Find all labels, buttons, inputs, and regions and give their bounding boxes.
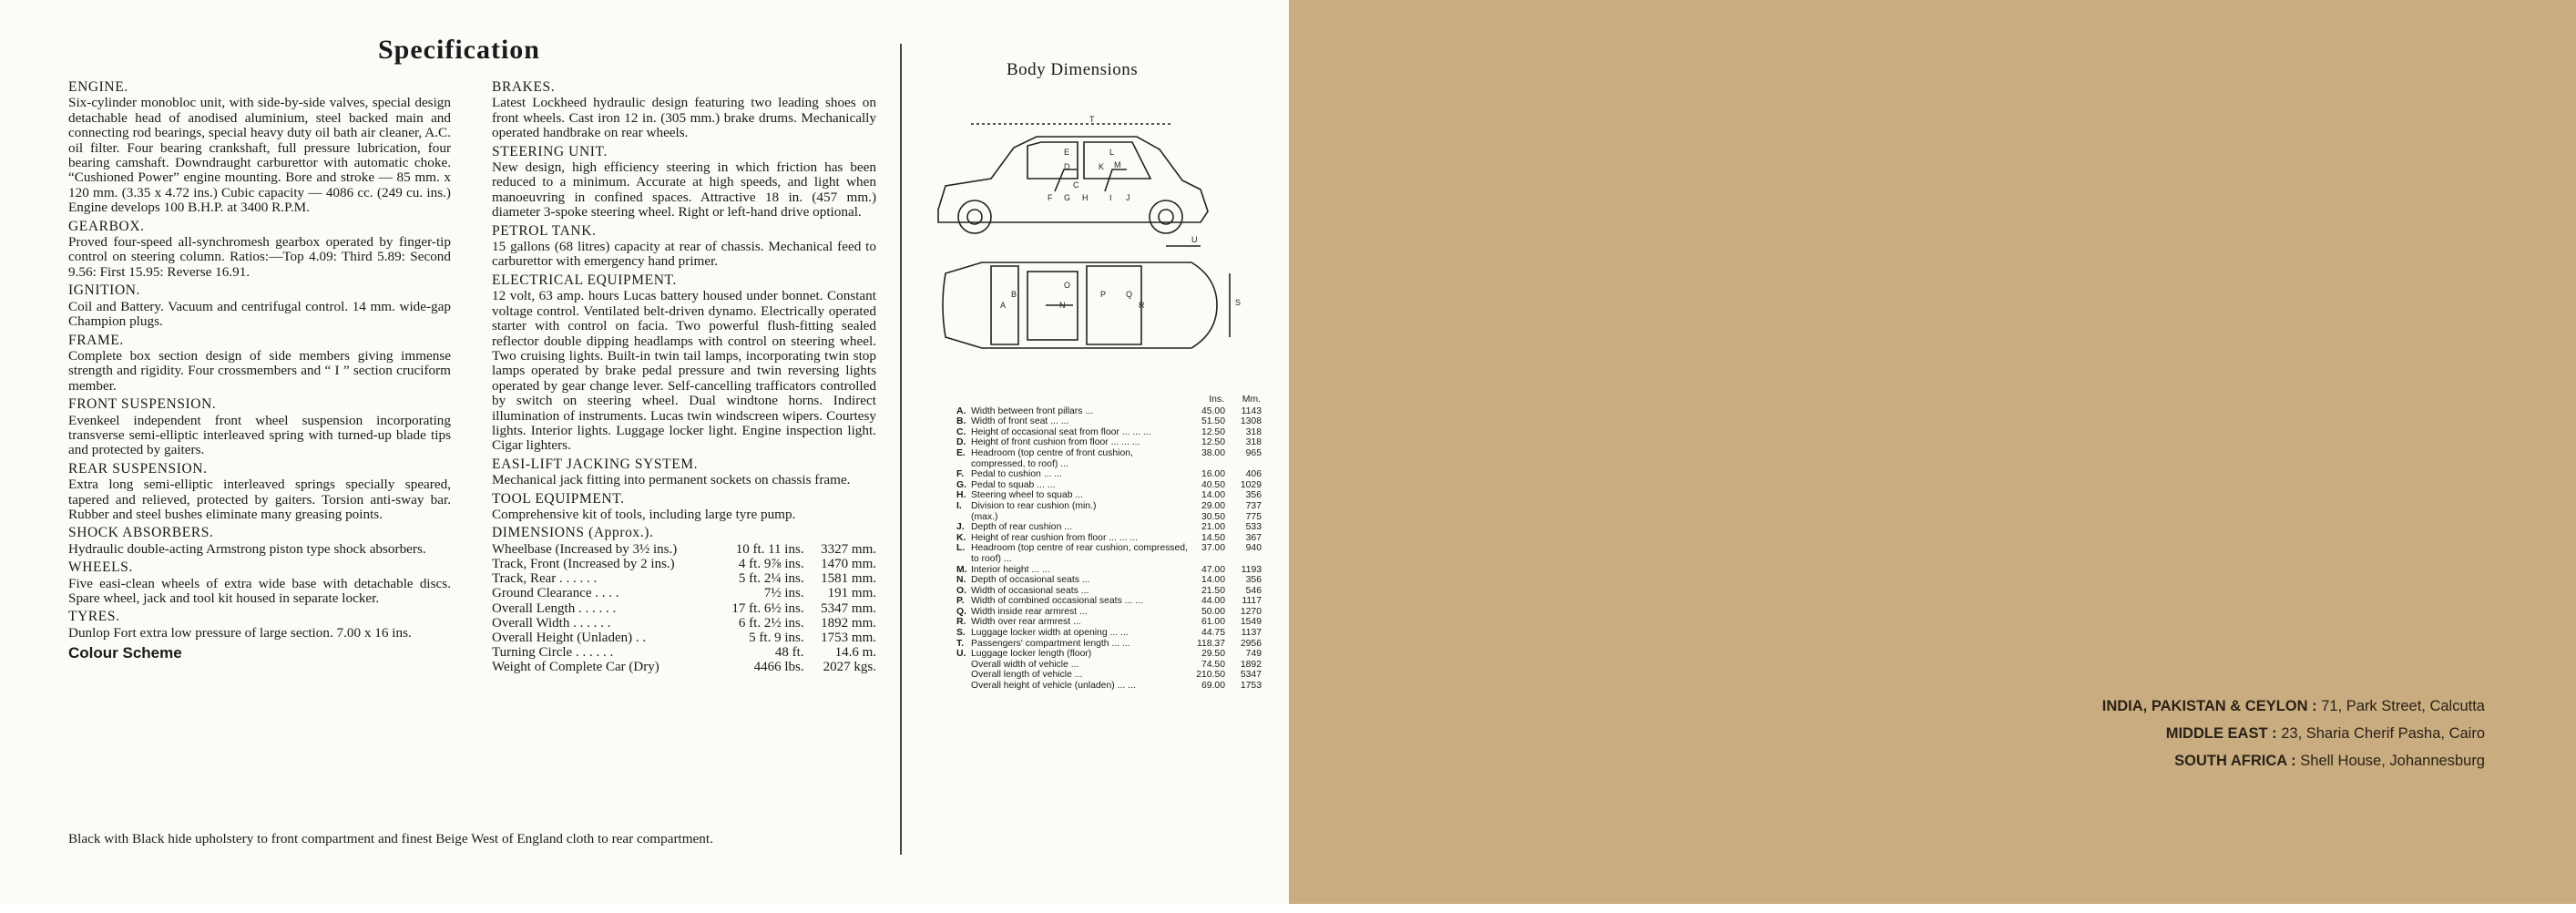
spec-section-text: Extra long semi-elliptic interleaved springs specially speared, tapered and relieved, protected by gaiters. Torsion anti-sway bar. Rubber and steel bushes eliminate many greasing points. [68, 477, 451, 522]
spec-section-text: Latest Lockheed hydraulic design featuring two leading shoes on front wheels. Cast iron 12 in. (305 mm.) brake drums. Mechanically operated handbrake on rear wheels. [492, 95, 876, 141]
body-dimension-k: M. [956, 564, 967, 575]
spec-section [492, 457, 876, 488]
diagram-letter: Q [1126, 290, 1133, 299]
spec-section-heading: FRONT SUSPENSION. [68, 396, 217, 413]
body-dimension-ins: 30.50 [1201, 511, 1225, 522]
body-dimension-mm: 546 [1245, 585, 1262, 596]
body-dimension-ins: 14.00 [1201, 575, 1225, 586]
body-dimension-k: C. [956, 426, 966, 437]
dimension-imp: 5 ft. 9 ins. [749, 631, 804, 645]
dimension-imp: 4466 lbs. [753, 660, 804, 675]
body-dimension-mm: 737 [1245, 500, 1262, 511]
body-dimension-mm: 1270 [1240, 606, 1262, 617]
body-dimension-mm: 749 [1245, 649, 1262, 660]
body-dimension-label: Height of occasional seat from floor ... ... ... [971, 426, 1151, 437]
table-row [956, 660, 1262, 671]
diagram-letter: R [1139, 301, 1145, 310]
body-dimension-label: Width inside rear armrest ... [971, 606, 1088, 617]
table-row [956, 681, 1262, 692]
spec-section-text: Mechanical jack fitting into permanent sockets on chassis frame. [492, 472, 851, 488]
table-row [956, 596, 1262, 607]
body-dimension-k: E. [956, 447, 966, 458]
body-dimension-ins: 44.00 [1201, 596, 1225, 607]
table-row [956, 501, 1262, 512]
spec-section [492, 492, 876, 523]
body-dimension-ins: 14.00 [1201, 490, 1225, 501]
body-dimension-k: R. [956, 617, 966, 628]
body-dimension-label: (max.) [971, 511, 998, 522]
diagram-labels [927, 109, 1264, 383]
body-dimension-label: Width of occasional seats ... [971, 585, 1089, 596]
body-dimension-label: Width between front pillars ... [971, 405, 1093, 416]
spec-section [492, 80, 876, 141]
body-dimension-ins: 210.50 [1196, 670, 1225, 681]
body-dimension-ins: 37.00 [1201, 543, 1225, 554]
body-dimension-k: P. [956, 596, 965, 607]
spec-section-text: Evenkeel independent front wheel suspension incorporating transverse semi-elliptic interleaved spring with turned-up blade tips and protected by gaiters. [68, 412, 451, 458]
body-dimension-mm: 367 [1245, 532, 1262, 543]
table-row [956, 490, 1262, 501]
body-dimension-k: D. [956, 437, 966, 448]
diagram-letter: M [1114, 160, 1121, 169]
body-dimension-ins: 29.00 [1201, 500, 1225, 511]
body-dimension-ins: 21.50 [1201, 585, 1225, 596]
diagram-letter: I [1109, 193, 1112, 202]
body-dimension-label: Headroom (top centre of rear cushion, compressed, to roof) ... [971, 543, 1188, 564]
body-dimension-mm: 1753 [1240, 681, 1262, 692]
body-dimension-ins: 12.50 [1201, 426, 1225, 437]
body-dimension-k: B. [956, 416, 966, 427]
diagram-letter: G [1064, 193, 1071, 202]
body-dimension-k [956, 660, 971, 671]
spec-section-heading: IGNITION. [68, 282, 141, 299]
table-row [956, 617, 1262, 628]
body-dimension-mm: 1117 [1242, 596, 1262, 607]
dimension-label: Overall Width . . . . . . [492, 615, 611, 631]
body-dimension-mm: 1892 [1240, 659, 1262, 670]
spec-section [68, 333, 451, 395]
table-row [956, 670, 1262, 681]
body-dimension-mm: 318 [1245, 437, 1262, 448]
spec-section-heading: TYRES. [68, 609, 120, 625]
spec-section-text: Six-cylinder monobloc unit, with side-by-side valves, special design detachable head of anodised aluminium, steel backed main and connecting rod bearings, special heavy duty oil bath air cleaner, A.C. oil filter. Four bearing crankshaft, full pressure lubrication, four bearing camshaft. Downdraught carburettor with automatic choke. “Cushioned Power” engine mounting. Bore and stroke — 85 mm. x 120 mm. (3.35 x 4.72 ins.) Cubic capacity — 4086 cc. (249 cu. ins.) Engine develops 100 B.H.P. at 3400 R.P.M. [68, 95, 451, 216]
colour-scheme-heading: Colour Scheme [68, 644, 182, 662]
body-dimension-mm: 1549 [1240, 617, 1262, 628]
spec-section-heading: ENGINE. [68, 79, 128, 95]
body-dimension-label: Luggage locker width at opening ... ... [971, 628, 1129, 639]
table-row [956, 427, 1262, 438]
body-dimension-label: Division to rear cushion (min.) [971, 500, 1097, 511]
body-dimension-ins: 29.50 [1201, 649, 1225, 660]
body-dimension-mm: 1137 [1241, 628, 1262, 639]
table-row [956, 543, 1262, 564]
body-dimension-label: Height of front cushion from floor ... ... ... [971, 437, 1140, 448]
spec-section [492, 145, 876, 221]
diagram-letter: D [1064, 162, 1070, 171]
diagram-letter: P [1100, 290, 1107, 299]
table-row [956, 533, 1262, 544]
body-dimension-k: J. [956, 522, 965, 533]
dimension-met: 191 mm. [827, 586, 876, 601]
diagram-letter: E [1064, 148, 1070, 157]
spec-section-heading: WHEELS. [68, 559, 133, 576]
body-dimension-ins: 47.00 [1201, 564, 1225, 575]
spec-section [68, 80, 451, 216]
spec-column-1 [68, 77, 451, 662]
body-dimension-ins: 21.00 [1201, 522, 1225, 533]
body-dimension-ins: 118.37 [1196, 638, 1225, 649]
dimension-label: Track, Front (Increased by 2 ins.) [492, 556, 675, 571]
body-dimension-ins: 61.00 [1201, 617, 1225, 628]
dimension-imp: 5 ft. 2¼ ins. [738, 571, 804, 587]
body-dimension-label: Width over rear armrest ... [971, 617, 1081, 628]
table-row [492, 601, 876, 616]
specification-page [0, 0, 1289, 904]
body-dimension-ins: 51.50 [1201, 416, 1225, 427]
spec-section [68, 560, 451, 606]
spec-section-text: Proved four-speed all-synchromesh gearbox operated by finger-tip control on steering column. Ratios:—Top 4.09: Third 5.89: Second 9.56: First 15.95: Reverse 16.91. [68, 234, 451, 280]
dimension-label: Ground Clearance . . . . [492, 586, 619, 601]
dimension-imp: 48 ft. [774, 645, 804, 661]
diagram-letter: C [1073, 180, 1079, 190]
rep-south-africa: SOUTH AFRICA : Shell House, Johannesburg [2174, 753, 2485, 769]
diagram-letter: S [1235, 298, 1242, 307]
table-row [492, 542, 876, 557]
table-row [956, 575, 1262, 586]
table-row [956, 448, 1262, 469]
body-dimension-label: Passengers' compartment length ... ... [971, 638, 1130, 649]
spec-section-heading: REAR SUSPENSION. [68, 460, 208, 477]
dimension-imp: 17 ft. 6½ ins. [731, 600, 804, 616]
dimension-label: Overall Length . . . . . . [492, 600, 617, 616]
body-dimension-label: Pedal to squab ... ... [971, 479, 1056, 490]
dimensions-table [492, 542, 876, 675]
dimension-label: Weight of Complete Car (Dry) [492, 660, 659, 675]
body-dimension-mm: 940 [1245, 543, 1262, 554]
table-row [956, 416, 1262, 427]
spec-section [68, 610, 451, 641]
body-dimension-mm: 356 [1245, 490, 1262, 501]
body-dimension-k: N. [956, 575, 966, 586]
spec-section-text: Five easi-clean wheels of extra wide base with detachable discs. Spare wheel, jack and tool kit housed in separate locker. [68, 575, 451, 606]
body-dimension-label: Luggage locker length (floor) [971, 649, 1092, 660]
body-dimension-k: H. [956, 490, 966, 501]
spec-column-2 [492, 77, 876, 675]
table-row [492, 557, 876, 571]
spec-section-heading: STEERING UNIT. [492, 143, 608, 159]
spec-section [492, 224, 876, 270]
dimension-label: Track, Rear . . . . . . [492, 571, 598, 587]
body-dimension-label: Steering wheel to squab ... [971, 490, 1084, 501]
table-row [956, 406, 1262, 417]
table-row [492, 616, 876, 631]
body-dimension-mm: 406 [1245, 469, 1262, 480]
body-dimension-k: T. [956, 638, 965, 649]
table-row [956, 469, 1262, 480]
body-dimension-k [956, 512, 971, 523]
dimension-imp: 6 ft. 2½ ins. [738, 615, 804, 631]
body-dimension-mm: 2956 [1240, 638, 1262, 649]
body-dimension-mm: 1029 [1240, 479, 1262, 490]
table-row [492, 586, 876, 600]
column-ins: Ins. [1209, 395, 1224, 405]
spec-section-heading: FRAME. [68, 332, 124, 348]
body-dimension-ins: 38.00 [1201, 447, 1225, 458]
colour-scheme-text: Black with Black hide upholstery to front compartment and finest Beige West of England cloth to rear compartment. [68, 831, 713, 846]
dimension-met: 1892 mm. [821, 615, 876, 631]
body-dimension-ins: 50.00 [1201, 606, 1225, 617]
dimension-met: 1581 mm. [821, 571, 876, 587]
body-dimension-label: Overall length of vehicle ... [971, 670, 1083, 681]
body-dimension-k: S. [956, 628, 966, 639]
body-dimension-k: L. [956, 543, 966, 554]
spec-section-text: 12 volt, 63 amp. hours Lucas battery housed under bonnet. Constant voltage control. Ventilated belt-driven dynamo. Electrically operated starter with control on facia. Two powerful flush-fitting sealed reflector double dipping headlamps with control on steering wheel. Two cruising lights. Built-in twin tail lamps, incorporating twin stop lamps operated by brake pedal pressure and twin reversing lights operated by gear change lever. Self-cancelling trafficators controlled by switch on steering wheel. Dual windtone horns. Indirect illumination of instruments. Lucas twin windscreen wipers. Courtesy lights. Interior lights. Luggage locker light. Engine inspection light. Cigar lighters. [492, 288, 876, 454]
body-dimension-ins: 40.50 [1201, 479, 1225, 490]
body-dimension-k: F. [956, 469, 965, 480]
body-dimension-k: U. [956, 649, 966, 660]
body-dimension-mm: 5347 [1240, 670, 1262, 681]
body-dimensions-title: Body Dimensions [1007, 60, 1139, 79]
spec-section-text: Hydraulic double-acting Armstrong piston type shock absorbers. [68, 540, 426, 557]
body-dimension-label: Width of combined occasional seats ... ... [971, 596, 1143, 607]
body-dimension-mm: 1143 [1241, 405, 1262, 416]
spec-section-text: Comprehensive kit of tools, including large tyre pump. [492, 506, 796, 522]
dimension-imp: 4 ft. 9⅞ ins. [738, 556, 804, 571]
body-dimension-label: Depth of rear cushion ... [971, 522, 1072, 533]
body-dimension-ins: 44.75 [1201, 628, 1225, 639]
diagram-letter: U [1191, 235, 1198, 244]
spec-section-heading: EASI-LIFT JACKING SYSTEM. [492, 456, 699, 472]
spec-section-heading: TOOL EQUIPMENT. [492, 490, 625, 507]
table-row [492, 660, 876, 674]
spec-section [68, 397, 451, 458]
dimension-label: Overall Height (Unladen) . . [492, 631, 647, 645]
body-dimension-mm: 533 [1245, 522, 1262, 533]
body-dimension-mm: 775 [1245, 511, 1262, 522]
body-dimension-mm: 356 [1245, 575, 1262, 586]
body-dimensions-table [956, 394, 1262, 692]
body-dimension-ins: 12.50 [1201, 437, 1225, 448]
dimension-imp: 10 ft. 11 ins. [735, 541, 804, 557]
body-dimension-k: A. [956, 405, 966, 416]
table-header-row [956, 394, 1262, 406]
spec-section [68, 283, 451, 329]
diagram-letter: A [1000, 301, 1007, 310]
table-row [956, 628, 1262, 639]
page-title: Specification [378, 35, 540, 65]
spec-section-heading: BRAKES. [492, 79, 556, 95]
table-row [956, 649, 1262, 660]
body-dimension-k [956, 670, 971, 681]
body-dimension-ins: 45.00 [1201, 405, 1225, 416]
body-dimension-mm: 318 [1245, 426, 1262, 437]
body-dimension-k [956, 681, 971, 692]
diagram-letter: J [1126, 193, 1130, 202]
spec-section-heading: GEARBOX. [68, 218, 145, 234]
body-dimension-k: K. [956, 532, 966, 543]
body-dimension-label: Interior height ... ... [971, 564, 1050, 575]
body-dimension-k: O. [956, 585, 966, 596]
spec-section-heading: ELECTRICAL EQUIPMENT. [492, 272, 677, 288]
body-dimension-k: Q. [956, 606, 966, 617]
rep-middle-east: MIDDLE EAST : 23, Sharia Cherif Pasha, Cairo [2165, 725, 2485, 742]
body-dimension-label: Height of rear cushion from floor ... ... ... [971, 532, 1139, 543]
spec-section [68, 526, 451, 557]
body-dimension-label: Overall height of vehicle (unladen) ... ... [971, 681, 1136, 692]
spec-section [68, 220, 451, 281]
spec-section [492, 273, 876, 454]
diagram-letter: B [1011, 290, 1017, 299]
diagram-letter: F [1048, 193, 1053, 202]
diagram-letter: L [1109, 148, 1115, 157]
table-row [956, 480, 1262, 491]
body-dimension-label: Depth of occasional seats ... [971, 575, 1090, 586]
diagram-letter: T [1089, 115, 1095, 124]
table-row [956, 512, 1262, 523]
spec-section-text: Coil and Battery. Vacuum and centrifugal control. 14 mm. wide-gap Champion plugs. [68, 298, 451, 330]
spec-section-text: New design, high efficiency steering in which friction has been reduced to a minimum. Accurate at high speeds, and light when manoeuvring in confined spaces. Attractive 18 in. (457 mm.) diameter 3-spoke steering wheel. Right or left-hand drive optional. [492, 159, 876, 221]
spec-section-heading: SHOCK ABSORBERS. [68, 525, 214, 541]
spec-section-text: Complete box section design of side members giving immense strength and rigidity. Four crossmembers and “ I ” section cruciform member. [68, 347, 451, 394]
table-row [492, 571, 876, 586]
body-dimension-label: Overall width of vehicle ... [971, 659, 1079, 670]
diagram-letter: N [1059, 301, 1066, 310]
body-dimension-label: Width of front seat ... ... [971, 416, 1069, 427]
dimension-met: 1470 mm. [821, 556, 876, 571]
dimension-imp: 7½ ins. [763, 586, 804, 601]
spec-section-text: 15 gallons (68 litres) capacity at rear of chassis. Mechanical feed to carburettor with emergency hand primer. [492, 239, 876, 270]
table-row [956, 565, 1262, 576]
table-row [956, 607, 1262, 618]
spec-section-heading: PETROL TANK. [492, 222, 597, 239]
dimension-met: 14.6 m. [834, 645, 876, 661]
table-row [956, 522, 1262, 533]
dimension-met: 5347 mm. [821, 600, 876, 616]
body-dimension-mm: 1308 [1240, 416, 1262, 427]
table-row [956, 639, 1262, 650]
spec-section-text: Dunlop Fort extra low pressure of large section. 7.00 x 16 ins. [68, 624, 412, 641]
table-row [492, 645, 876, 660]
table-row [492, 631, 876, 645]
body-dimension-label: Headroom (top centre of front cushion, compressed, to roof) ... [971, 447, 1133, 469]
body-dimension-ins: 74.50 [1201, 659, 1225, 670]
dimension-met: 2027 kgs. [823, 660, 876, 675]
table-row [956, 437, 1262, 448]
body-dimension-ins: 69.00 [1201, 681, 1225, 692]
column-divider [900, 44, 902, 855]
column-mm: Mm. [1242, 395, 1261, 405]
diagram-letter: O [1064, 281, 1071, 290]
table-row [956, 586, 1262, 597]
body-dimension-ins: 16.00 [1201, 469, 1225, 480]
body-dimension-ins: 14.50 [1201, 532, 1225, 543]
rep-india: INDIA, PAKISTAN & CEYLON : 71, Park Street, Calcutta [2101, 698, 2485, 714]
dimension-label: Turning Circle . . . . . . [492, 645, 614, 661]
body-dimension-mm: 965 [1245, 447, 1262, 458]
dimensions-heading: DIMENSIONS (Approx.). [492, 525, 654, 541]
body-dimension-mm: 1193 [1241, 564, 1262, 575]
dimension-met: 1753 mm. [821, 631, 876, 645]
dimension-label: Wheelbase (Increased by 3½ ins.) [492, 541, 678, 557]
body-dimension-k: G. [956, 479, 966, 490]
back-cover [1289, 0, 2576, 904]
body-dimension-k: I. [956, 500, 962, 511]
spec-section [68, 462, 451, 523]
diagram-letter: H [1082, 193, 1089, 202]
diagram-letter: K [1099, 162, 1105, 171]
body-dimension-label: Pedal to cushion ... ... [971, 469, 1062, 480]
dimension-met: 3327 mm. [821, 541, 876, 557]
